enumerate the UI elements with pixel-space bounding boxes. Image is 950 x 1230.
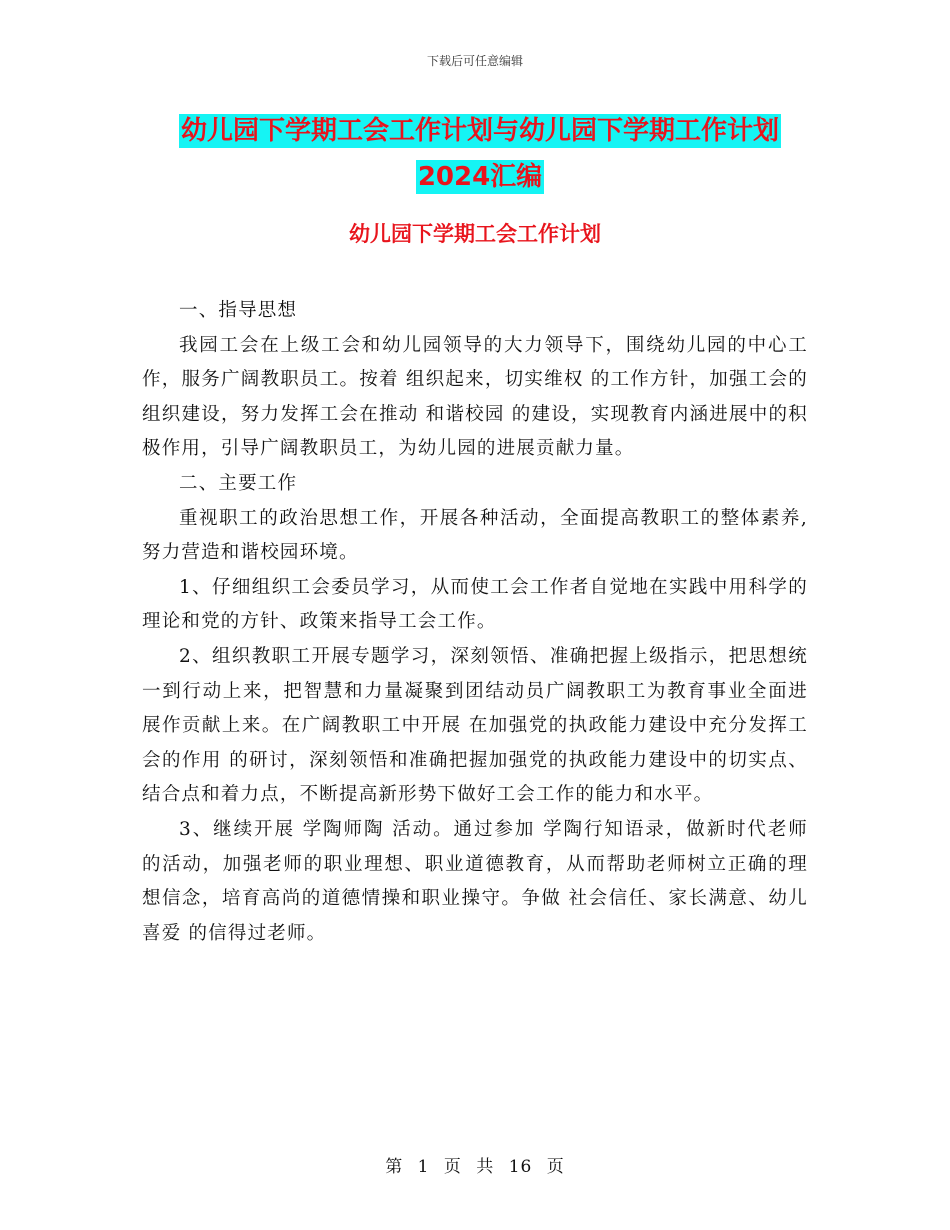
footer-page-number: 1 <box>417 1157 430 1177</box>
section-title: 幼儿园下学期工会工作计划 <box>349 222 601 246</box>
paragraph-item-1: 1、仔细组织工会委员学习，从而使工会工作者自觉地在实践中用科学的理论和党的方针、政策来指导工会工作。 <box>142 576 808 633</box>
heading-guiding-thought: 一、指导思想 <box>179 300 298 321</box>
document-title <box>140 108 820 200</box>
paragraph-item-3: 3、继续开展 学陶师陶 活动。通过参加 学陶行知语录，做新时代老师 的活动，加强老师的职业理想、职业道德教育，从而帮助老师树立正确的理想信念，培育高尚的道德情操和职业操守。争做 社会信任、家长满意、幼儿喜爱 的信得过老师。 <box>142 818 808 944</box>
heading-main-work: 二、主要工作 <box>179 472 298 494</box>
document-title-line-1: 幼儿园下学期工会工作计划与幼儿园下学期工作计划 <box>180 116 779 146</box>
footer-prefix: 第 <box>385 1157 404 1177</box>
document-body <box>142 294 808 951</box>
document-title-line-2: 2024汇编 <box>417 162 543 192</box>
paragraph-main-work-intro: 重视职工的政治思想工作，开展各种活动，全面提高教职工的整体素养,努力营造和谐校园环境。 <box>142 507 808 564</box>
footer-total-pages: 16 <box>508 1157 533 1177</box>
footer-total-word: 共 <box>476 1157 495 1177</box>
paragraph-guiding-thought: 我园工会在上级工会和幼儿园领导的大力领导下，围绕幼儿园的中心工作，服务广阔教职员工。按着 组织起来，切实维权 的工作方针，加强工会的组织建设，努力发挥工会在推动 和谐校园 的建设，实现教育内涵进展中的积极作用，引导广阔教职员工，为幼儿园的进展贡献力量。 <box>142 334 808 460</box>
footer-suffix: 页 <box>546 1157 565 1177</box>
page-footer <box>0 1152 950 1177</box>
header-note: 下载后可任意编辑 <box>426 54 523 68</box>
footer-page-word: 页 <box>443 1157 462 1177</box>
paragraph-item-2: 2、组织教职工开展专题学习，深刻领悟、准确把握上级指示，把思想统一到行动上来，把智慧和力量凝聚到团结动员广阔教职工为教育事业全面进展作贡献上来。在广阔教职工中开展 在加强党的执政能力建设中充分发挥工会的作用 的研讨，深刻领悟和准确把握加强党的执政能力建设中的切实点、结合点和着力点，不断提高新形势下做好工会工作的能力和水平。 <box>142 645 808 806</box>
